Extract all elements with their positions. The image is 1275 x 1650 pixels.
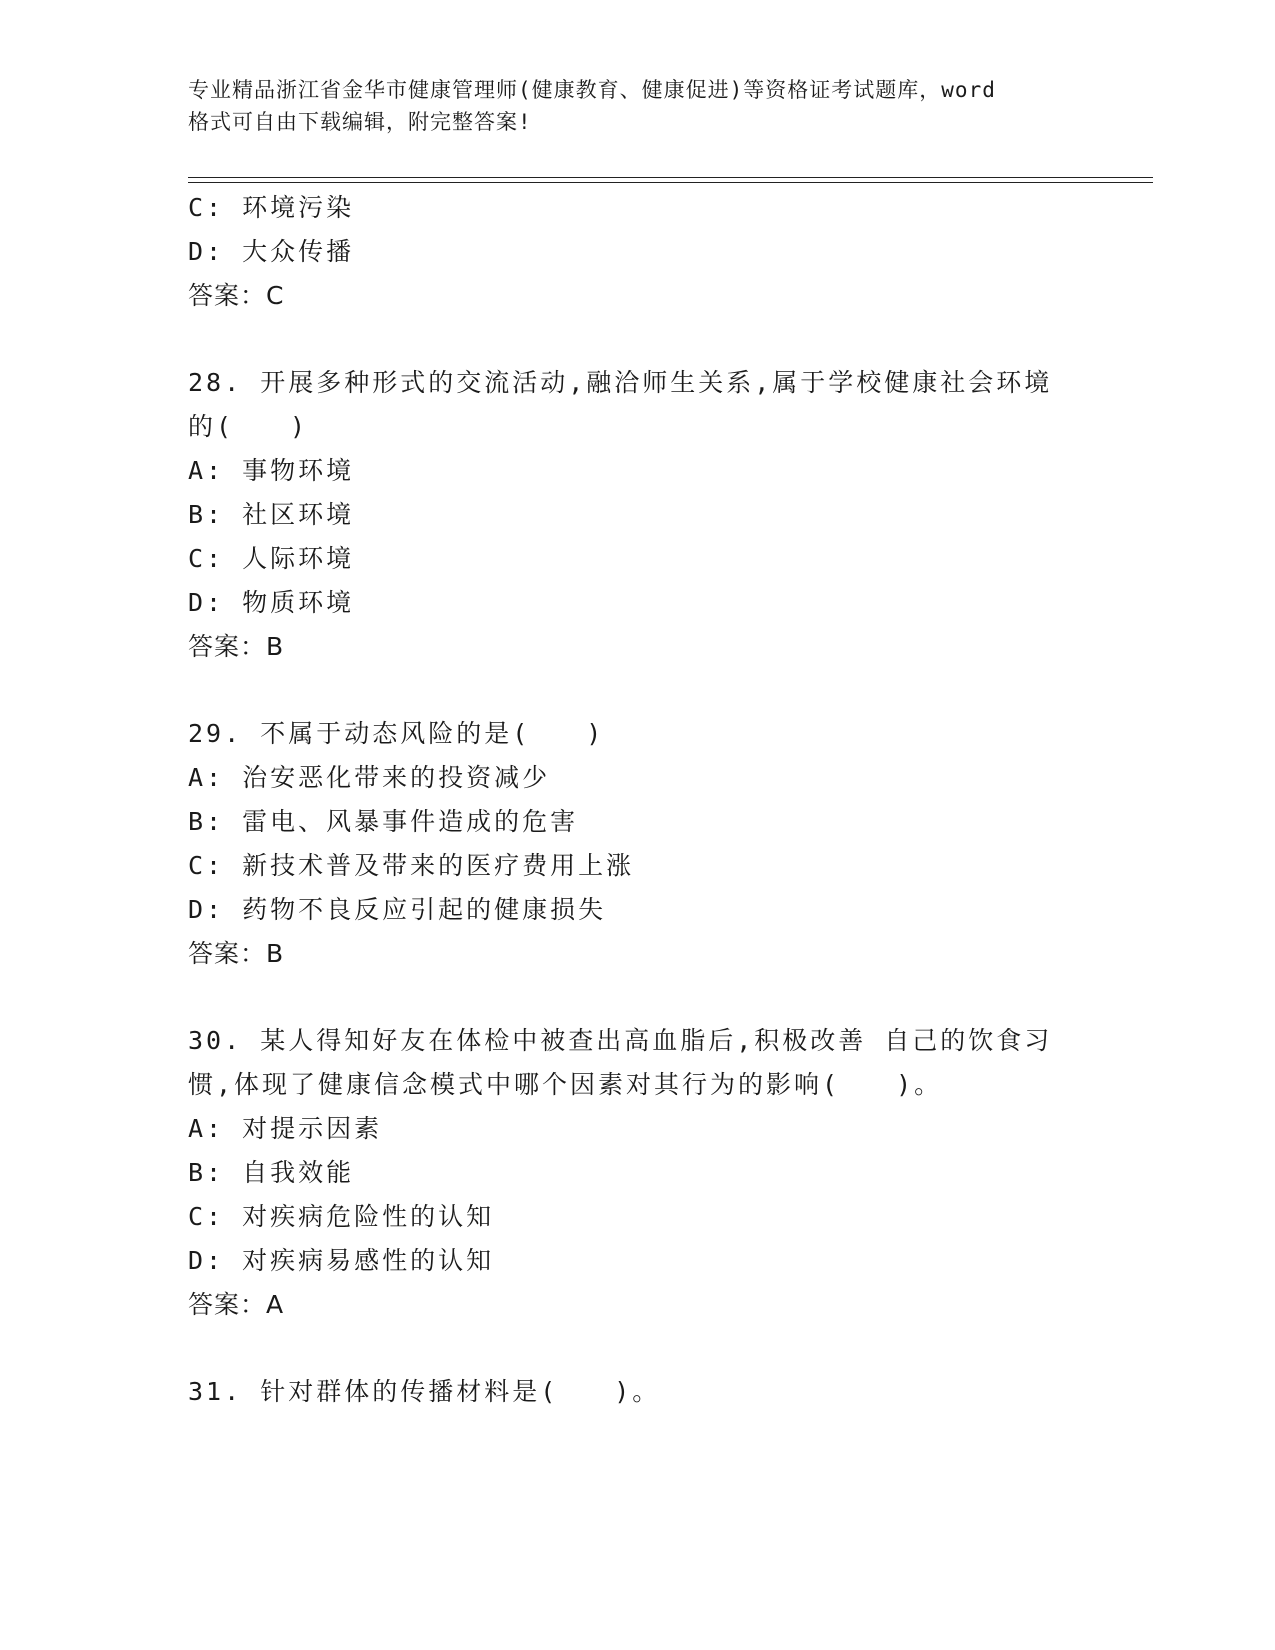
header-line-2: 格式可自由下载编辑，附完整答案! (188, 110, 532, 134)
q29-answer: 答案：B (188, 939, 285, 968)
q28-stem-line-2: 的( ) (188, 412, 309, 441)
q29-option-a: A: 治安恶化带来的投资减少 (188, 763, 551, 792)
q27-option-d: D: 大众传播 (188, 237, 355, 266)
header-divider-bottom (188, 182, 1153, 183)
q28-option-b: B: 社区环境 (188, 500, 355, 529)
q27-option-c: C: 环境污染 (188, 193, 355, 222)
q30-stem-line-2: 惯,体现了健康信念模式中哪个因素对其行为的影响( )。 (188, 1070, 943, 1099)
q30-option-b: B: 自我效能 (188, 1158, 355, 1187)
header-divider-top (188, 177, 1153, 178)
q30-answer: 答案：A (188, 1290, 285, 1319)
q30-option-c: C: 对疾病危险性的认知 (188, 1202, 495, 1231)
q30-option-d: D: 对疾病易感性的认知 (188, 1246, 495, 1275)
q28-option-d: D: 物质环境 (188, 588, 355, 617)
q28-answer: 答案：B (188, 632, 285, 661)
q28-option-a: A: 事物环境 (188, 456, 355, 485)
q30-stem-line-1: 30. 某人得知好友在体检中被查出高血脂后,积极改善 自己的饮食习 (188, 1026, 1053, 1055)
document-header (188, 74, 1088, 138)
q29-stem-line-1: 29. 不属于动态风险的是( ) (188, 719, 605, 748)
q28-stem-line-1: 28. 开展多种形式的交流活动,融洽师生关系,属于学校健康社会环境 (188, 368, 1053, 397)
q29-option-c: C: 新技术普及带来的医疗费用上涨 (188, 851, 635, 880)
q31-stem-line-1: 31. 针对群体的传播材料是( )。 (188, 1377, 661, 1406)
q28-option-c: C: 人际环境 (188, 544, 355, 573)
q30-option-a: A: 对提示因素 (188, 1114, 383, 1143)
q29-option-d: D: 药物不良反应引起的健康损失 (188, 895, 607, 924)
header-line-1: 专业精品浙江省金华市健康管理师(健康教育、健康促进)等资格证考试题库，word (188, 78, 996, 102)
q27-answer: 答案：C (188, 281, 285, 310)
q29-option-b: B: 雷电、风暴事件造成的危害 (188, 807, 579, 836)
